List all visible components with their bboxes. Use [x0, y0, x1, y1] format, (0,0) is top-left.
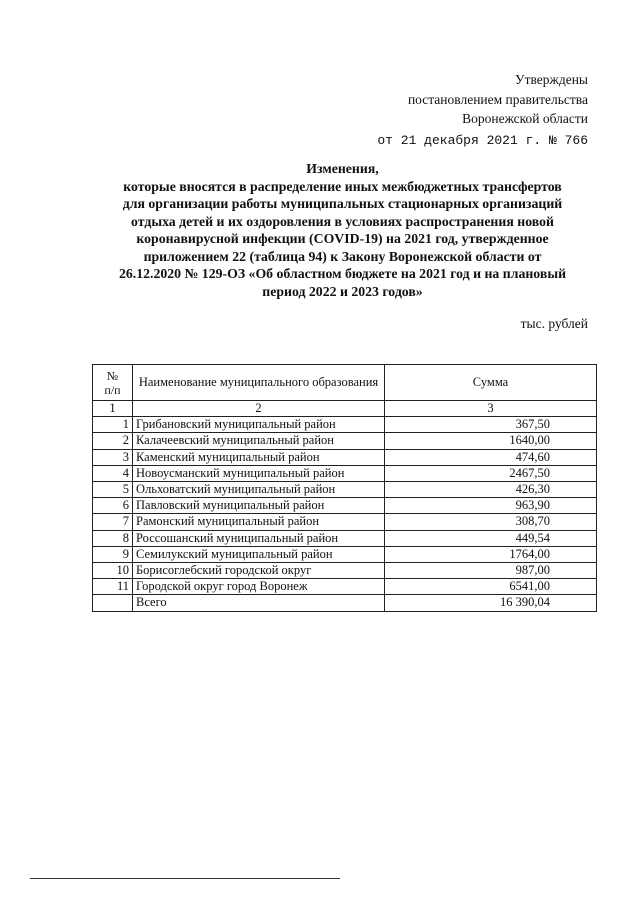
table-row [93, 579, 597, 595]
row-name: Семилукский муниципальный район [133, 546, 385, 562]
total-sum: 16 390,04 [385, 595, 597, 611]
row-num: 4 [93, 465, 133, 481]
row-sum: 6541,00 [385, 579, 597, 595]
row-num: 8 [93, 530, 133, 546]
row-sum: 449,54 [385, 530, 597, 546]
document-title [70, 160, 615, 300]
row-name: Городской округ город Воронеж [133, 579, 385, 595]
title-line-5: коронавирусной инфекции (COVID-19) на 2021 год, утвержденное [136, 231, 549, 246]
row-sum: 1640,00 [385, 433, 597, 449]
approval-line-2: постановлением правительства [407, 91, 588, 107]
header-sum: Сумма [385, 365, 597, 401]
row-num: 1 [93, 417, 133, 433]
row-name: Каменский муниципальный район [133, 449, 385, 465]
title-line-8: период 2022 и 2023 годов» [262, 283, 423, 299]
row-num: 3 [93, 449, 133, 465]
approval-line-1: Утверждены [515, 72, 588, 87]
row-sum: 308,70 [385, 514, 597, 530]
footer-divider [30, 878, 340, 879]
table-index-row [93, 401, 597, 417]
row-num: 9 [93, 546, 133, 562]
row-name: Павловский муниципальный район [133, 498, 385, 514]
row-sum: 987,00 [385, 563, 597, 579]
row-name: Ольховатский муниципальный район [133, 482, 385, 498]
total-label: Всего [133, 595, 385, 611]
header-num-line-2: п/п [104, 382, 121, 397]
total-num-empty [93, 595, 133, 611]
table-row [93, 433, 597, 449]
title-line-6: приложением 22 (таблица 94) к Закону Воронежской области от [143, 248, 542, 264]
table-row [93, 449, 597, 465]
header-num-line-1: № [106, 368, 119, 383]
approval-date: от 21 декабря 2021 г. № 766 [377, 132, 588, 148]
row-num: 6 [93, 498, 133, 514]
index-cell-2: 2 [133, 401, 385, 417]
row-sum: 1764,00 [385, 546, 597, 562]
approval-line-3: Воронежской области [462, 111, 588, 126]
title-line-7: 26.12.2020 № 129-ОЗ «Об областном бюджете на 2021 год и на плановый [118, 266, 567, 281]
row-num: 11 [93, 579, 133, 595]
row-num: 5 [93, 482, 133, 498]
row-num: 2 [93, 433, 133, 449]
header-name: Наименование муниципального образования [133, 365, 385, 401]
row-name: Рамонский муниципальный район [133, 514, 385, 530]
row-name: Грибановский муниципальный район [133, 417, 385, 433]
row-sum: 426,30 [385, 482, 597, 498]
index-cell-3: 3 [385, 401, 597, 417]
budget-table [92, 364, 597, 612]
row-sum: 963,90 [385, 498, 597, 514]
table-row [93, 498, 597, 514]
row-name: Россошанский муниципальный район [133, 530, 385, 546]
table-row [93, 546, 597, 562]
header-num [93, 365, 133, 401]
table-row [93, 465, 597, 481]
row-sum: 367,50 [385, 417, 597, 433]
title-line-2: которые вносятся в распределение иных межбюджетных трансфертов [123, 178, 562, 194]
row-sum: 2467,50 [385, 465, 597, 481]
title-line-3: для организации работы муниципальных стационарных организаций [122, 196, 563, 211]
row-name: Калачеевский муниципальный район [133, 433, 385, 449]
table-row [93, 417, 597, 433]
row-num: 7 [93, 514, 133, 530]
table-row [93, 563, 597, 579]
row-sum: 474,60 [385, 449, 597, 465]
title-line-1: Изменения, [306, 161, 379, 176]
table-row [93, 530, 597, 546]
row-name: Новоусманский муниципальный район [133, 465, 385, 481]
index-cell-1: 1 [93, 401, 133, 417]
row-num: 10 [93, 563, 133, 579]
table-row [93, 482, 597, 498]
table-total-row [93, 595, 597, 611]
units-label: тыс. рублей [520, 316, 588, 331]
table-header-row [93, 365, 597, 401]
approval-block [377, 70, 588, 150]
table-row [93, 514, 597, 530]
row-name: Борисоглебский городской округ [133, 563, 385, 579]
title-line-4: отдыха детей и их оздоровления в условиях распространения новой [131, 213, 554, 229]
